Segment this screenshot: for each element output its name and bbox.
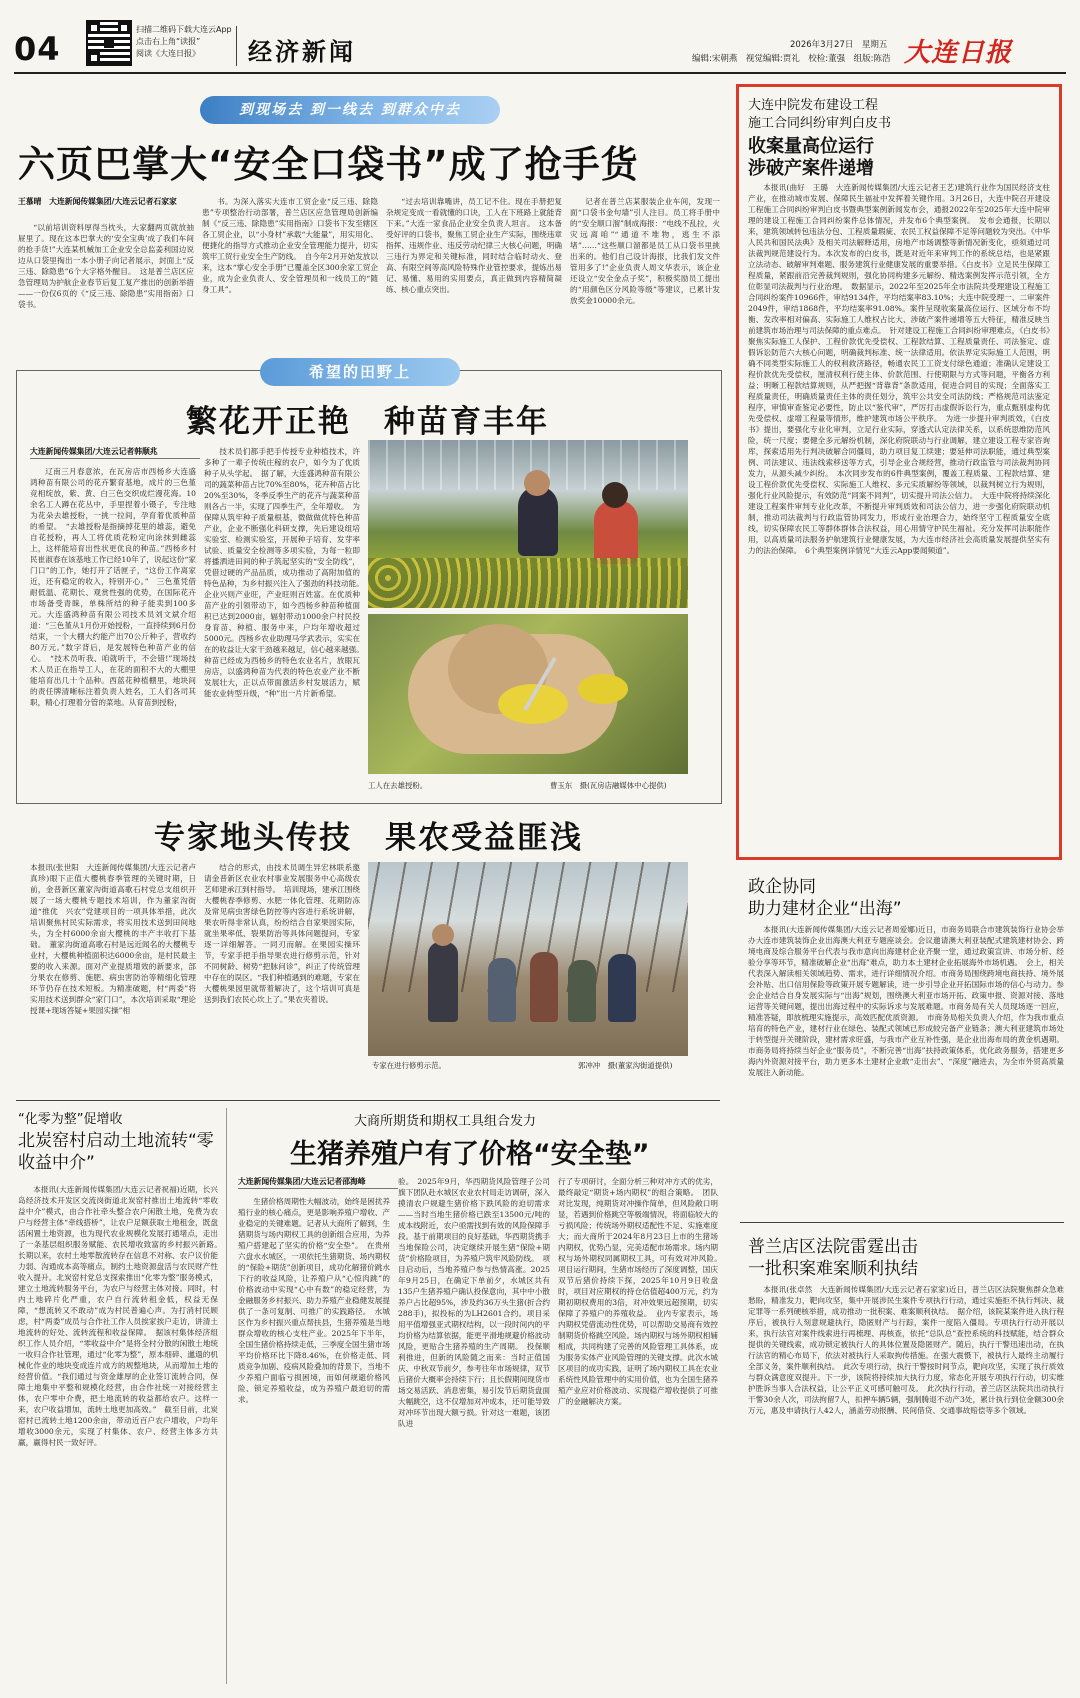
hog-col-1: 生猪价格周期性大幅波动，始终是困扰养殖行业的核心痛点，更是影响养殖户增收、产业稳定的关键难题。记者从大商所了解到，生猪期货与场内期权工具的创新组合应用，为养殖户搭建起了坚实的价格“安全垫”。 在贵州六盘水水城区，一项依托生猪期货、场内期权的“保险+期货”创新项目，成功化解猪价跳水下行的收益风险，让养殖户从“心惊肉跳”的价格波动中实现“心中有数”的稳定经营，为金融服务乡村振兴、助力养殖产业稳健发展提供了一条可复制、可推广的实践路径。 水城区作为乡村振兴重点帮扶县，生猪养殖是当地群众增收的核心支柱产业。2025年下半年，全国生猪价格持续走低，三季度全国生猪市场平均价格环比下降8.46%，在价格走低、同质竞争加剧、疫病风险叠加的背景下，当地不少养殖户面临亏损困境，而如何规避价格风险、锁定养殖收益，成为养殖户最迫切的需求。	[238, 1197, 390, 1404]
top-story-col-3: “过去培训靠嘴讲，员工记不住。现在手册把复杂规定变成一看就懂的口诀，工人在下班路上就能背下来。”大连一家食品企业安全负责人坦言。 这本备受好评的口袋书，聚焦工贸企业生产实际，围绕违章指挥、违规作业、违反劳动纪律三大核心问题，明确三违行为界定和关键标准，同时结合临时动火、登高、有限空间等高风险特殊作业管控要求，提炼出易记、易懂、易用的实用要点，真正做到内容精简凝练、核心重点突出。	[386, 197, 562, 294]
top-story-headline: 六页巴掌大“安全口袋书”成了抢手货	[18, 143, 639, 186]
qr-caption-line-2: 点击右上角“读报”	[136, 37, 201, 46]
zhengqi-text: 本报讯(大连新闻传媒集团/大连云记者周爱娜)近日，市商务局联合市建筑装饰行业协会举办大连市建筑装饰企业出海澳大利亚专题座谈会。会议邀请澳大利亚装配式建筑建材协会、跨境电商及综合服务平台代表与我市意向出海建材企业齐聚一堂，通过政策宣讲、市场分析、经验分享等环节，精准破解企业“出海”难点，助力本土建材企业拓展海外市场机遇。 会上，相关代表深入解读相关领域趋势、需求，进行详细情况介绍。市商务局围绕跨境电商扶持、境外展会补贴、出口信用保险等政策开展专题解读，进一步引导企业开拓国际市场的信心与动力。参会企业结合自身发展实际与“出海”规划，围绕澳大利亚市场开拓、政策申报、资源对接、落地运营等关键问题，提出出海过程中的实际诉求与发展难题。市商务局有关人员现场逐一回应，精准答疑，即放梳理实施提示，高效匹配优质资源。 市商务局相关负责人介绍，作为我市重点培育的特色产业，建材行业在绿色、装配式领域已形成较完备产业链条；澳大利亚建筑市场处于转型提升关键阶段，建材需求旺盛，与我市产业互补性强，是企业出海布局的黄金机遇期。市商务局将持续当好企业“服务员”，不断完善“出海”扶持政策体系，优化政务服务，搭建更多海内外资源对接平台，助力更多本土建材企业敢“走出去”、“深度”融进去，为全市外贸高质量发展注入新动能。	[748, 925, 1064, 1077]
feature-photo-caption: 工人在去雄授粉。	[368, 781, 428, 790]
qr-caption-line-3: 阅读《大连日报》	[136, 49, 200, 58]
feature-photo-top	[368, 440, 688, 608]
beixin-text: 本报讯(大连新闻传媒集团/大连云记者祝福)近期，长兴岛经济技术开发区交流岗街道北炭窑村推出土地流转“零收益中介”模式，由合作社牵头整合农户闲散土地，免费为农户与经营主体“牵线搭桥”，让农户足额获取土地租金，既盘活闲置土地资源，也为现代农业规模化发展打通堵点，走出了一条基层组织服务赋能、农民增收致富的乡村振兴新路。 长期以来，农村土地零散流转存在信息不对称、农户议价能力弱、沟通成本高等痛点，制约土地资源盘活与农民财产性收入提升。北炭窑村党总支探索推出“化零为整”服务模式，建立土地流转服务平台，为农户与经营主体对接。同时，村内土地碎片化严重，农户自行流转租金低，权益无保障，“想流转又不敢动”成为村民普遍心声。为打消村民顾虑，村“两委”成员与合作社工作人员挨家挨户走访，讲清土地流转的好处、流转流程和收益保障。 据该村集体经济组织工作人员介绍，“零收益中介”是将全村分散的闲散土地统一收归合作社管理，通过“化零为整”，原本细碎、邋遢的机械化作业的地块变成连片成方的规整地块，从而增加土地的经营价值。“我们通过与资金雄厚的企业签订流转合同，保障土地集中平整和规模化经营，由合作社统一对接经营主体，农户零中介费，把土地流转的收益都给农户。这样一来，农户收益增加，流转土地更加高效。” 截至目前，北炭窑村已流转土地1200余亩，带动近百户农户增收，户均年增收3000余元，实现了村集体、农户、经营主体多方共赢，赢得村民一致好评。	[18, 1185, 226, 1447]
top-story-banner: 到现场去 到一线去 到群众中去	[200, 96, 500, 124]
hog-kicker: 大商所期货和期权工具组合发力	[354, 1114, 537, 1129]
court-headline-line-2: 施工合同纠纷审判白皮书	[748, 116, 892, 131]
zhengqi-headline-line-2: 助力建材企业“出海”	[748, 899, 902, 919]
expert-headline: 专家地头传技 果农受益匪浅	[154, 820, 583, 856]
expert-photo	[368, 862, 688, 1056]
beixin-kicker: “化零为整”促增收	[18, 1112, 123, 1127]
section-title: 经济新闻	[248, 38, 356, 66]
zhengqi-headline-line-1: 政企协同	[748, 877, 816, 897]
court-headline-line-3: 收案量高位运行	[748, 136, 874, 157]
court-text: 本报讯(曲好 王璐 大连新闻传媒集团/大连云记者王艺)建筑行业作为国民经济支柱产业，在推动城市发展、保障民生福祉中发挥着关键作用。3月26日，大连中院召开建设工程施工合同纠纷审判白皮书暨典型案例新闻发布会，通报2022年至2025年大连中院审理的建设工程施工合同纠纷案件总体情况，并发布6个典型案例。 发布会通报，长期以来，建筑领域转包违法分包、工程质量瑕疵、农民工权益保障不足等问题较为突出。《中华人民共和国民法典》及相关司法解释适用，房地产市场调整等新情况新变化，亟须通过司法裁判规范建设行为。本次发布的白皮书，既是对近年来审判工作的系统总结，也是紧跟立法动态、破解审判难题、服务建筑行业健康发展的重要举措。《白皮书》立足民生保障工程质量，紧跟前沿完善裁判规则，强化协同构建多元解纷、精选案例发挥示范引领，全方位彰显司法裁判与行业治理。 数据显示，2022年至2025年全市法院共受理建设工程施工合同纠纷案件10966件，审结9134件，平均结案率83.10%；大连中院受理一、二审案件2049件，审结1868件，平均结案率91.08%。案件呈现收案量高位运行、区域分布不均衡、发改率相对偏高、实际施工人维权占比大、涉破产案件递增等五大特征，精准反映当前建筑市场治理与司法保障的重点难点。 针对建设工程施工合同纠纷审理难点，《白皮书》聚焦实际施工人保护、工程价款优先受偿权、工程款结算、工程质量责任、司法鉴定、虚假诉讼防范六大核心问题，明确裁判标准、统一法律适用。依法界定实际施工人范围，明确不同类型实际施工人的权利救济路径，畅通农民工工资支付绿色通道；准确认定建设工程价款优先受偿权，厘清权利行使主体、价款范围、行使期限与方式等问题，平衡各方利益；明晰工程款结算规则，从严把握“背靠背”条款适用，促进合同目的实现；全面落实工程质量责任，明确质量责任主体的责任划分，筑牢公共安全司法防线；严格规范司法鉴定程序，审慎审查鉴定必要性，防止以“鉴代审”，严厉打击虚假诉讼行为，重点甄别虚构优先受偿权、虚增工程量等情形，维护建筑市场公平秩序。 为进一步提升审判质效，《白皮书》提出，要强化专业化审判，立足行业实际，穿透式认定法律关系，以系统思维防范风险，统一尺度；要健全多元解纷机制，深化府院联动与行业调解，建立建设工程专家咨询库，探索适用先行判决破解合同僵局，助力项目复工续建；要延伸司法职能，通过典型案例、司法建议、违法线索移送等方式，引导企业合规经营，推动行政监管与司法裁判协同发力，从源头减少纠纷。 本次同步发布的6件典型案例，覆盖工程质量、工程款结算、建设工程价款优先受偿权、实际施工人维权、多元实质解纷等领域，以裁判树立行为规则，强化行业风险提示，有效防范“同案不同判”，切实提升司法公信力。 大连中院将持续深化建设工程案件审判专业化改革，不断提升审判质效和司法公信力，进一步强化府院联动机制，推动司法裁判与行政监管协同发力，形成行业治理合力，始终坚守工程质量安全底线，切实保障农民工等群体群体合法权益，用心用情守护民生福祉。充分发挥司法职能作用，以高质量司法服务护航建筑行业健康发展，为大连市经济社会高质量发展提供坚实有力的法治保障。 6个典型案例详情见“大连云App要闻频道”。	[748, 183, 1050, 555]
court-headline-line-1: 大连中院发布建设工程	[748, 98, 879, 113]
top-story-col-2: 书。为深入落实大连市工贸企业“反三违、除隐患”专项整治行动部署，普兰店区应急管理局创新编制《“反三违、除隐患”实用指南》口袋书下发至辖区各工贸企业，以“小身材”承载“大能量”，用实用化、便捷化的指导方式推动企业安全管理能力提升，切实筑牢工贸行业安全生产防线。 自今年2月开始发放以来，这本“掌心安全手册”已覆盖全区300余家工贸企业，成为企业负责人、安全管理员和一线员工的“随身工具”。	[202, 197, 378, 294]
beixin-headline: 北炭窑村启动土地流转“零收益中介”	[18, 1131, 214, 1173]
expert-photo-caption: 专家在进行修剪示范。	[372, 1061, 446, 1070]
expert-col-1: 本报讯(张世阳 大连新闻传媒集团/大连云记者卢真珍)眼下正值大樱桃春季管理的关键时期，日前，金普新区董家沟街道高歌石村党总支组织开展了一场大樱桃专题技术培训，作为董家沟街道“推优 兴农”党建项目的一项具体举措，此次培训聚焦村民实际需求，将实用技术送到田间地头，为全村6000余亩大樱桃的丰产丰收打下基础。 董家沟街道高歌石村是远近闻名的大樱桃专业村，大樱桃种植面积达6000余亩，是村民最主要的收入来源。面对产业提质增效的新要求，部分果农在修剪、施肥、病虫害防治等精细化管理环节仍存在技术短板。为精准破题，村“两委”将实用技术送到群众“家门口”，本次培训采取“理论授课+现场答疑+果园实操”相	[30, 863, 196, 1015]
feature-col-1: 辽南三月春意浓，在瓦房店市西杨乡大连盛鸿种苗有限公司的花卉繁育基地，成片的三色堇竞相绽放，紫、黄、白三色交织成烂漫花海。10余名工人蹲在花丛中，手里捏着小镊子，专注地为花朵去雄授粉，一挑一拉间，孕育着优质种苗的希望。 “去雄授粉是指摘掉花里的雄蕊，避免自花授粉，再人工将优质花粉定向涂抹到雌蕊上，这样能培育出性状更优良的种苗。”西杨乡村民崔淑春在该基地工作已经10年了，说起这份“家门口”的工作，她打开了话匣子，“这份工作离家近，还有稳定的收入，特别开心。” 三色堇凭借耐低温、花期长、观赏性强的优势，在国际花卉市场备受青睐，单株所结的种子能卖到100多元。大连盛鸿种苗有限公司技术员刘文斌介绍道：“三色堇从1月份开始授粉，一直持续到6月份结束，一个大棚大约能产出70公斤种子，营收约80万元。”数字背后，是发展特色种苗产业的信心。 “技术员听我、咱就听干，不会错!”现场技术人员正在指导工人，在花的面积不大的大棚里能培育出几十个品种。西蓝花种植棚里，地块间的责任牌清晰标注着负责人姓名，工人们各司其职，精心打理着分管的菜地。从育苗到授粉，	[30, 467, 196, 707]
top-story-byline: 王慕晴 大连新闻传媒集团/大连云记者石家家	[18, 197, 177, 206]
paper-logo: 大连日报	[904, 38, 1013, 68]
feature-headline: 繁花开正艳 种苗育丰年	[186, 404, 549, 440]
expert-col-2: 结合的形式，由技术员调生异宏林联系邀请金普新区农业农村事业发展服务中心高级农艺师建承江到村指导。 培训现场，建承江围绕大樱桃春季修剪、水肥一体化管理、花期防冻及常见病虫害绿色防控等内容进行系统讲解，果农听得非常认真，纷纷结合自家果园实际，就坐果率低、裂果防治等具体问题提问，专家逐一详细解答。一同刃而解。在果园实操环节，专家手把手指导果农进行修剪示范，针对不同树龄、树势“把脉问诊”，纠正了传统管理中存在的误区。“我们种植遇到的难题，专家在大樱桃果园里就帮着解决了，这个培训可真是送到我们农民心坎上了。”果农夹着说。	[204, 863, 360, 1004]
feature-banner: 希望的田野上	[260, 358, 460, 386]
court-headline-line-4: 涉破产案件递增	[748, 158, 874, 179]
hog-byline: 大连新闻传媒集团/大连云记者邵海峰	[238, 1177, 366, 1186]
hog-col-2: 验。 2025年9月，华西期货风险管理子公司旗下团队赴水城区农业农村局走访调研，深入摸清农户规避生猪价格下跌风险的迫切需求——当时当地生猪价格已跌至13500元/吨的成本线附近，农户亟需找到有效的风险保障手段。基于前期项目的良好基础，华西期货携手当地保险公司，决定继续开展生猪“保险+期货”价格险项目，为养殖户筑牢风险防线。 项目启动后，当地养殖户参与热情高涨。2025年9月25日，在确定下单前夕，水城区共有135户生猪养殖户确认投保意向，其中中小散养户占比超95%，涉及约36万头生猪(折合约288手)，拟投标的为LH2601合约。项目采用平值增强亚式期权结构，以一段时间内的平均价格为结算依据，能更平滑地规避价格波动风险，更贴合生猪养殖的生产周期。 投保顺利推进，但新的风险随之而来：当时正值国庆、中秋双节前夕，参考往年市场规律，双节后猪价大概率会持续下行；且长假期间现货市场交易活跃、消息密集，易引发节后期货盘面大幅跳空，这不仅增加对冲成本，还可能导致对冲环节出现大额亏损。针对这一难题，该团队进	[398, 1177, 550, 1428]
editors-line: 编辑:宋朝燕 视觉编辑:贾礼 校检:董强 组版:陈浩	[692, 54, 891, 64]
expert-photo-credit: 郭冲冲 摄(董家沟街道提供)	[578, 1061, 673, 1070]
feature-col-2: 技术员们都手把手传授专业种植技术，许多种了一辈子传统庄稼的农户，如今为了优质种子从头学起。 据了解，大连盛鸿种苗有限公司的蔬菜种苗占比70%至80%，花卉种苗占比20%至30%，冬季反季生产的花卉与蔬菜种苗则各占一半，实现了四季生产，全年增收。 为保障从筑牢种子质量根基，微做做优特色种苗产业，企业不断强化科研支撑，先后建设组培实验室、检测实验室，开展种子培育、发芽率试验、质量安全检测等多项实验，为每一粒即将播洒进田间的种子筑起坚实的“安全防线”，凭借过硬的产品品质，成功推动了高附加值的特色品种，为乡村振兴注入了强劲的科技动能。 企业兴则产业旺，产业旺则百姓富。在优质种苗产业的引领带动下，如今西杨乡种苗种植面积已达到2000亩，辐射带动1000余户村民投身育苗、种植、服务中来，户均年增收超过5000元。西杨乡农业助理马学武表示，实实在在的收益让大家干劲越来越足，信心越来越强。 种苗已经成为西杨乡的特色农业名片，放眼瓦房店，以盛鸿种苗为代表的特色农业产业不断发展壮大，正以点带面激活乡村发展活力，赋能农业转型升级，“种”出一片片新希望。	[204, 447, 368, 698]
top-story-col-4: 记者在普兰店某服装企业车间，发现一面“口袋书金句墙”引人注目。员工将手册中的“安全顺口溜”制成海报：“电线不乱拉，火灾远离咱”“通道不堆物，逃生不添堵”……“这些顺口溜都是员工从口袋书里挑出来的。他们自己设计海报，比我们发文件管用多了!”企业负责人周文华表示，该企业还设立“安全金点子奖”，积极奖励员工提出的“用颜色区分风险等级”等建议，已累计发放奖金10000余元。	[570, 197, 720, 305]
date-line: 2026年3月27日 星期五	[790, 40, 888, 50]
hog-col-3: 行了专项研讨，全面分析三种对冲方式的优劣，最终敲定“期货+场内期权”的组合策略。 团队对比发现，纯期货对冲操作简单，但风险敞口明显，若遇到价格跳空等极端情况，将面临较大的亏损风险；传统场外期权适配性不足、实施难度大；而大商所于2024年8月23日上市的生猪场内期权，优势凸显，完美适配市场需求。场内期权与场外期权同属期权工具，可有效对冲风险。 项目运行期间，生猪市场经历了深度调整，国庆双节后猪价持续下探，2025年10月9日收盘时，项目对应期权的持仓估值超400万元，约为期初期权费用的3倍，对冲效果远超预期，切实保障了养殖户的养殖收益。 业内专家表示，场内期权凭借流动性优势，可以帮助交易商有效控制期货价格跳空风险。场内期权与场外期权相辅相成，共同构建了完善的风险管理工具体系，成为服务实体产业风险管理的关键支撑。此次水城区项目的成功实践，证明了场内期权工具在农业系统性风险管理中的实用价值，也为全国生猪养殖产业应对价格波动、实现稳产增收提供了可推广的金融解决方案。	[558, 1177, 726, 1406]
feature-photo-bottom	[368, 614, 688, 774]
top-story-col-1: “以前培训资料厚得当枕头，大家翻两页就放抽屉里了。现在这本巴掌大的‘安全宝典’成了我们车间的抢手货!”大连某机械加工企业安全总监姜利国边说边从口袋里掏出一本小册子向记者展示，封面上“反三违、除隐患”6个大字格外醒目。 这是普兰店区应急管理局为护航企业春节后复工复产推出的创新举措——一份仅6页的《“反三违、除隐患”实用指南》口袋书。	[18, 223, 194, 309]
feature-photo-credit: 曹玉东 摄(瓦房店融媒体中心提供)	[550, 781, 667, 790]
feature-byline: 大连新闻传媒集团/大连云记者韩顺兆	[30, 447, 158, 456]
page-number: 04	[14, 30, 61, 68]
hog-headline: 生猪养殖户有了价格“安全垫”	[290, 1139, 650, 1170]
pulan-text: 本报讯(张卓然 大连新闻传媒集团/大连云记者石家家)近日，普兰店区法院聚焦群众急难愁盼，精准发力，靶向攻坚，集中开展涉民生案件专项执行行动，通过实施拒不执行判决、裁定罪等一系列硬核举措，成功推动一批积案、难案顺利执结。 据介绍，该院某案件进入执行程序后，被执行人刻意规避执行，隐匿财产与行踪，案件一度陷入僵局。专项执行行动开展以来，执行法官对案件线索进行再梳理、再核查，依托“总队总”查控系统的科技赋能，结合群众提供的关键线索，成功锁定被执行人的具体位置及隐匿财产。随后，执行干警迅速出动，在执行法官的精心布局下，依法对被执行人采取拘传措施。在强大震慑下，被执行人最终主动履行全部义务，案件顺利执结。 此次专项行动，执行干警按时间节点，靶向攻坚，实现了执行质效与群众满意度双提升。下一步，该院将持续加大执行力度，常态化开展专项执行行动，切实维护胜诉当事人合法权益，让公平正义可感可触可及。 此次执行行动，普兰店区法院共出动执行干警30余人次，司法拘留7人，扣押车辆5辆，强制腾退不动产3处，累计执行到位金额300余万元，惠及申请执行人42人，涵盖劳动报酬、民间借贷、交通事故赔偿等多个领域。	[748, 1285, 1064, 1415]
qr-caption-line-1: 扫描二维码下载大连云App	[136, 25, 232, 34]
pulan-headline-line-2: 一批积案难案顺利执结	[748, 1259, 918, 1279]
qr-code-icon	[88, 22, 130, 64]
pulan-headline-line-1: 普兰店区法院雷霆出击	[748, 1237, 918, 1257]
